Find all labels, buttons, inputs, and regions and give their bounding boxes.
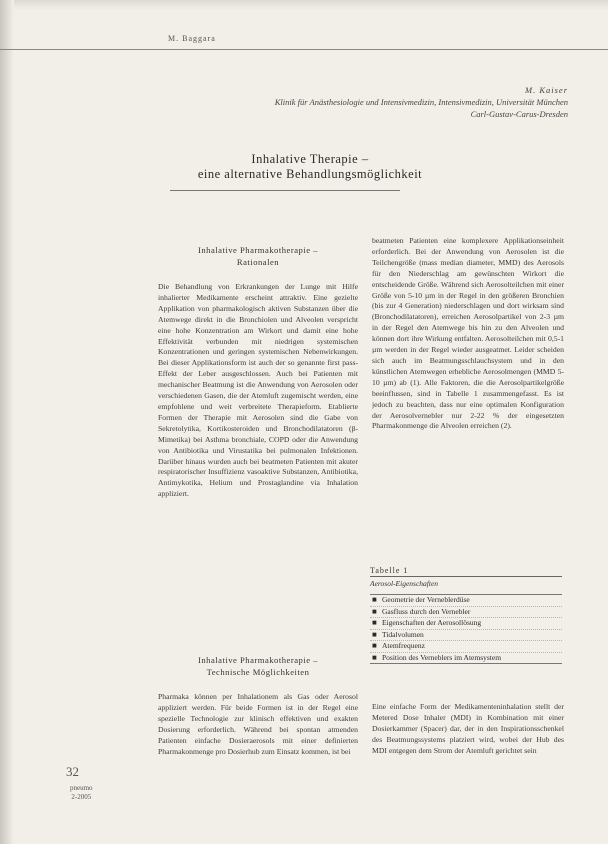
page-number: 32 [66,764,79,779]
paragraph-right-column: beatmeten Patienten eine komplexere Applikationseinheit erforderlich. Bei der Anwendung von Aerosolen ist die Teilchengröße (mass median diameter, MMD) des Aerosols für den Niederschlag am gewünschten Wirkort die entscheidende Größe. Während sich Aerosolteilchen mit einer Größe von 5-10 µm in der Regel in den größeren Bronchien (bis zur 4 Generation) niederschlagen und dort wirksam sind (Bronchodilatatoren), erreichen Aerosolpartikel von 2-3 µm in der Regel den Atemwege bis hin zu den Alveolen und können dort ihre Wirkung entfalten. Aerosolteilchen mit 0,5-1 µm werden in der Regel wieder ausgeatmet. Leider scheiden sich auch im Beatmungsschlauchsystem und in den künstlichen Atemwegen erhebliche Aerosolmengen (MMD 5-10 µm) ab (1). Alle Faktoren, die die Aerosolpartikelgröße beeinflussen, sind in Tabelle 1 zusammengefasst. Es ist jedoch zu beachten, dass nur eine optimalen Konfiguration der Aerosolvernebler nur 2-22 % der eingesetzten Pharmakonmenge die Alveolen erreichen (2). [372,236,564,431]
table-1 [370,566,562,686]
bullet-icon: ■ [372,595,377,604]
section-heading-line-2: Technische Möglichkeiten [206,667,310,677]
author-block [275,84,568,120]
table-item-text: Tidalvolumen [382,629,424,639]
table-item [370,595,562,607]
bullet-icon: ■ [372,618,377,627]
table-item [370,641,562,653]
author-affiliation-2: Carl-Gustav-Carus-Dresden [470,109,568,119]
body-text-section-1 [158,282,358,628]
section-heading-line-1: Inhalative Pharmakotherapie – [198,245,318,255]
header-rule [0,49,608,50]
title-rule [170,190,400,191]
issue-number: 2-2005 [71,793,92,801]
author-name: M. Kaiser [525,85,568,95]
body-text-right-column-2 [372,702,564,814]
article-title [50,152,570,182]
journal-name: pneumo [70,784,93,792]
section-heading-line-2: Rationalen [236,257,280,267]
paragraph-right-column-2: Eine einfache Form der Medikamenteninhalation stellt der Metered Dose Inhaler (MDI) in Kombination mit einer Dosierkammer (Spacer) dar, der in den Inspirationsschenkel des Beatmungssystems platziert wird, wobei der Hub des MDI entgegen dem Strom der Atemluft gerichtet sein [372,702,564,755]
body-text-right-column [372,236,564,556]
bullet-icon: ■ [372,652,377,662]
table-item [370,653,562,664]
table-title: Aerosol-Eigenschaften [370,579,439,588]
article-title-line-1: Inhalative Therapie – [251,152,369,166]
section-heading-line-1: Inhalative Pharmakotherapie – [198,655,318,665]
table-item [370,618,562,630]
table-list [370,594,562,664]
article-title-line-2: eine alternative Behandlungsmöglichkeit [197,167,423,181]
paragraph-technik: Pharmaka können per Inhalationem als Gas oder Aerosol appliziert werden. Für beide Formen ist in der Regel eine spezielle Technologie zur klinisch effektiven und exakten Dosierung erforderlich. Während bei spontan atmenden Patienten einfache Dosieraerosols mit einer definierten Pharmakonmenge pro Dosierhub zum Einsatz kommen, ist bei [158,692,358,756]
section-heading-technik [160,654,356,678]
table-item-text: Atemfrequenz [382,641,425,650]
table-item-text: Geometrie der Verneblerdüse [382,595,470,604]
section-heading-rationalen [160,244,356,268]
table-item-text: Eigenschaften der Aerosollösung [382,618,482,627]
table-label-rule [370,576,562,577]
bullet-icon: ■ [372,629,377,639]
table-item [370,630,562,642]
table-item-text: Position des Verneblers im Atemsystem [382,652,502,662]
paragraph-rationalen: Die Behandlung von Erkrankungen der Lunge mit Hilfe inhalierter Medikamente erscheint attraktiv. Eine gezielte Applikation von pharmakologisch aktiven Substanzen über die Atemwege direkt in die Bronchiolen und Alveolen verspricht eine hohe Konzentration am Wirkort und damit eine hohe Effektivität verbunden mit niedrigen systemischen Konzentrationen und geringen systemischen Nebenwirkungen. Bei dieser Applikationsform ist auch der so genannte first pass-Effekt der Leber ausgeschlossen. Auch bei Patienten mit mechanischer Beatmung ist die Anwendung von Aerosolen oder verschiedenen Gasen, die der Atemluft zugemischt werden, eine empfohlene und weit verbreitete Therapieform. Etablierte Formen der Therapie mit Aerosolen sind die Gabe von Sekretolytika, Kortikosteroiden und Bronchodilatatoren (β-Mimetika) bei Asthma bronchiale, COPD oder die Anwendung von Antibiotika und Virustatika bei pulmonalen Infektionen. Darüber hinaus wurden auch bei beatmeten Patienten mit akuter respiratorischer Insuffizienz vasoaktive Substanzen, Antibiotika, Antimykotika, Helium und Prostaglandine via Inhalation appliziert. [158,282,358,499]
page-binding-shadow [0,0,14,844]
bullet-icon: ■ [372,641,377,650]
table-item-text: Gasfluss durch den Vernebler [382,606,471,616]
page-top-shadow [0,0,608,10]
body-text-section-2 [158,692,358,814]
bullet-icon: ■ [372,606,377,616]
issue-info [70,784,93,802]
table-item [370,607,562,619]
running-head: M. Baggara [168,34,216,43]
author-affiliation-1: Klinik für Anästhesiologie und Intensivmedizin, Intensivmedizin, Universität München [274,97,568,107]
table-label: Tabelle 1 [370,566,409,575]
